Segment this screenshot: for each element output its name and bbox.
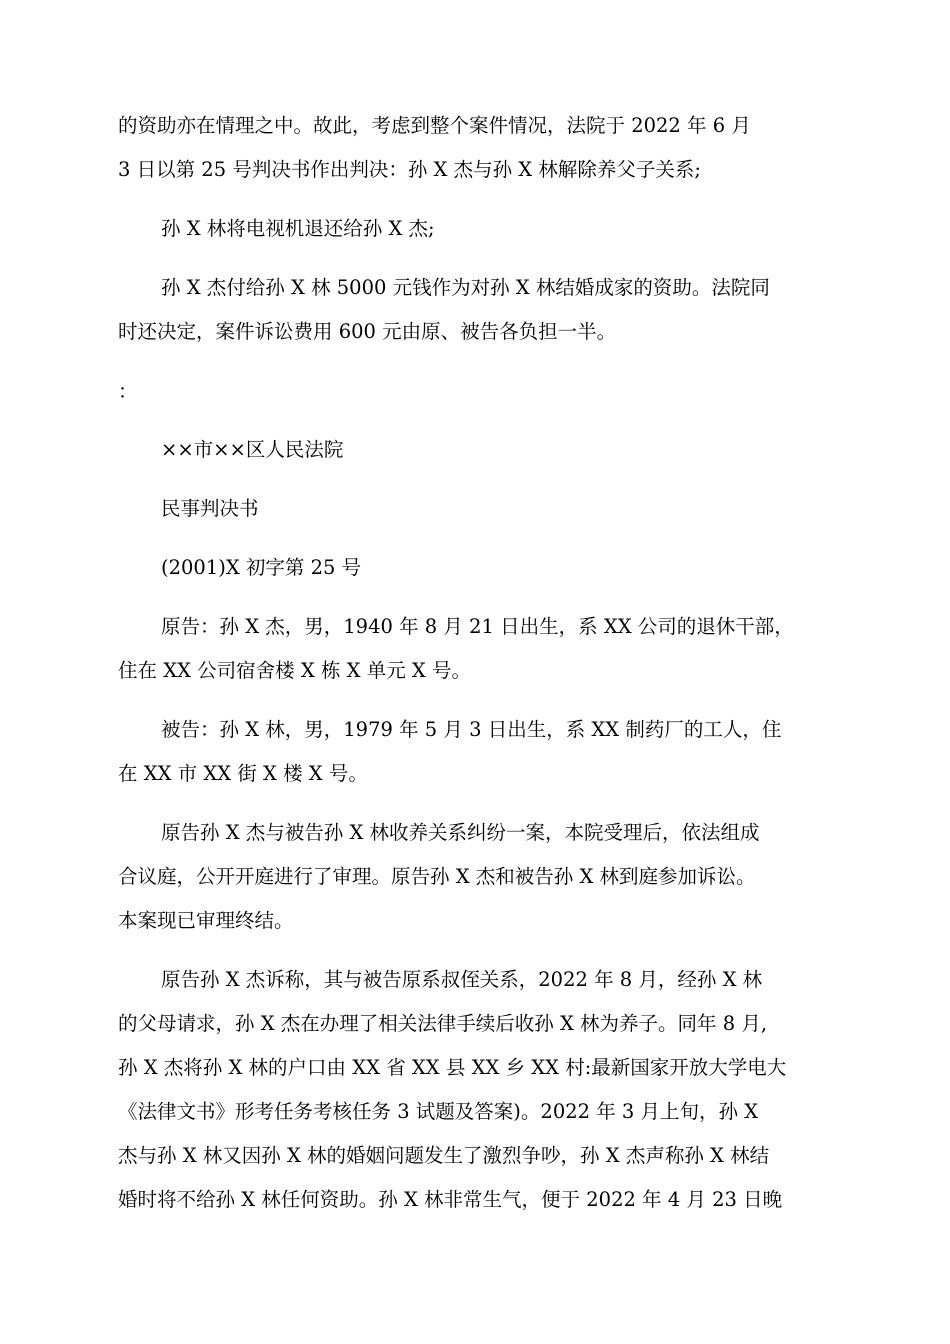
text-line: 婚时将不给孙 X 林任何资助。孙 X 林非常生气，便于 2022 年 4 月 23 日晚 — [118, 1188, 783, 1211]
text-line: 杰与孙 X 林又因孙 X 林的婚姻问题发生了激烈争吵，孙 X 杰声称孙 X 林结 — [118, 1144, 770, 1167]
text-line: 的父母请求，孙 X 杰在办理了相关法律手续后收孙 X 林为养子。同年 8 月, — [118, 1012, 768, 1035]
text-line: 原告孙 X 杰诉称，其与被告原系叔侄关系，2022 年 8 月，经孙 X 林 — [161, 968, 763, 991]
text-line: 3 日以第 25 号判决书作出判决：孙 X 杰与孙 X 林解除养父子关系; — [118, 158, 701, 181]
text-line: 合议庭，公开开庭进行了审理。原告孙 X 杰和被告孙 X 林到庭参加诉讼。 — [118, 865, 756, 888]
text-line: 本案现已审理终结。 — [118, 909, 294, 932]
text-line: 原告孙 X 杰与被告孙 X 林收养关系纠纷一案，本院受理后，依法组成 — [161, 821, 760, 844]
text-line: 孙 X 杰将孙 X 林的户口由 XX 省 XX 县 XX 乡 XX 村:最新国家开放大学电大 — [118, 1056, 787, 1079]
text-line: 孙 X 林将电视机退还给孙 X 杰; — [161, 217, 435, 240]
text-line: 《法律文书》形考任务考核任务 3 试题及答案)。2022 年 3 月上旬，孙 X — [118, 1100, 759, 1123]
text-line: 的资助亦在情理之中。故此，考虑到整个案件情况，法院于 2022 年 6 月 — [118, 114, 751, 137]
text-line: 时还决定，案件诉讼费用 600 元由原、被告各负担一半。 — [118, 320, 617, 343]
text-line: 在 XX 市 XX 街 X 楼 X 号。 — [118, 762, 368, 785]
text-line: ： — [118, 380, 138, 403]
document-title: 民事判决书 — [161, 497, 259, 520]
text-line: 被告：孙 X 林，男，1979 年 5 月 3 日出生，系 XX 制药厂的工人，住 — [161, 718, 782, 741]
text-line: 原告：孙 X 杰，男，1940 年 8 月 21 日出生，系 XX 公司的退休干部， — [161, 615, 794, 638]
case-number: (2001)X 初字第 25 号 — [161, 556, 362, 579]
court-name: ××市××区人民法院 — [161, 438, 344, 461]
text-line: 孙 X 杰付给孙 X 林 5000 元钱作为对孙 X 林结婚成家的资助。法院同 — [161, 276, 770, 299]
text-line: 住在 XX 公司宿舍楼 X 栋 X 单元 X 号。 — [118, 659, 471, 682]
